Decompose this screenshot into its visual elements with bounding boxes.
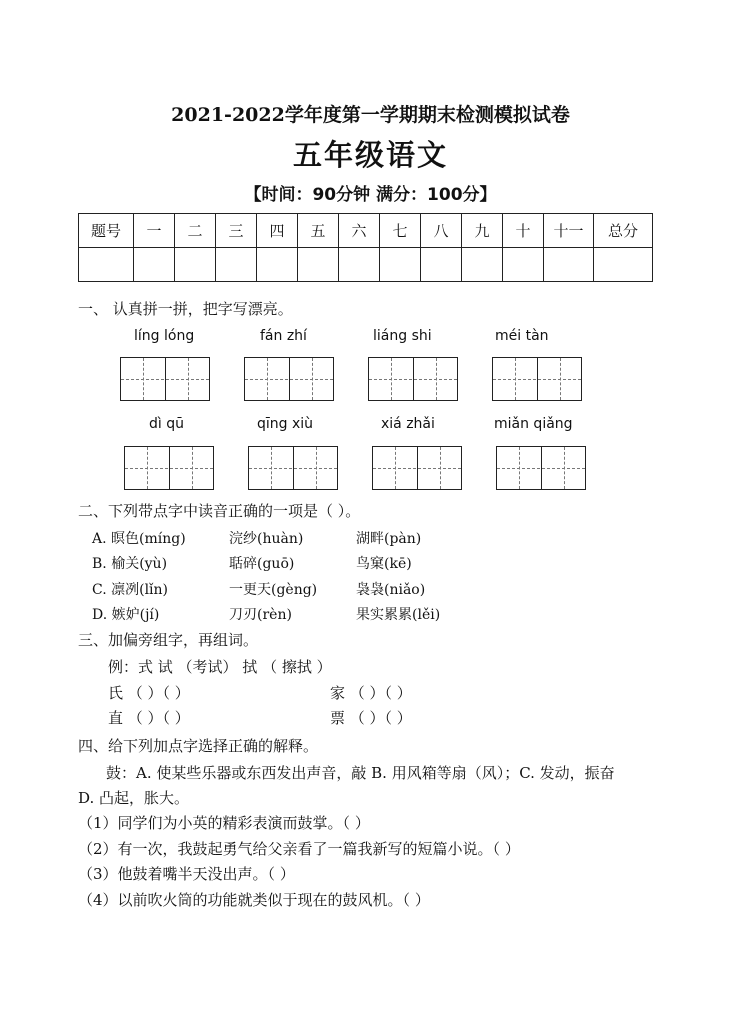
score-cell[interactable]: [462, 248, 503, 282]
score-header-cell: 一: [134, 214, 175, 248]
score-cell[interactable]: [175, 248, 216, 282]
section4-item: （3）他鼓着嘴半天没出声。（ ）: [78, 865, 295, 883]
writing-grid[interactable]: [492, 357, 582, 401]
option-b-word2: 聒碎(guō): [229, 556, 295, 572]
score-header-cell: 总分: [594, 214, 653, 248]
score-cell[interactable]: [134, 248, 175, 282]
writing-grid[interactable]: [248, 446, 338, 490]
score-header-cell: 八: [421, 214, 462, 248]
pinyin-label: dì qū: [149, 416, 184, 432]
pinyin-label: xiá zhǎi: [381, 416, 435, 432]
section3-example: 例：式 试 （考试） 拭 （ 擦拭 ）: [108, 658, 332, 676]
pinyin-label: qīng xiù: [257, 416, 314, 432]
section4-definition-line2: D. 凸起，胀大。: [78, 789, 190, 807]
score-header-cell: 七: [380, 214, 421, 248]
score-table: [78, 213, 653, 282]
option-d-word1: D. 嫉妒(jí): [92, 607, 160, 623]
exam-subtitle: 2021-2022学年度第一学期期末检测模拟试卷: [171, 104, 570, 126]
score-header-cell: 十一: [544, 214, 594, 248]
option-c-word1: C. 凛冽(lǐn): [92, 582, 169, 598]
option-c-word2: 一更天(gèng): [229, 582, 318, 598]
section3-row1-right: 家 （ ）（ ）: [330, 684, 412, 702]
score-cell[interactable]: [503, 248, 544, 282]
option-a-word1: A. 暝色(míng): [92, 531, 186, 547]
score-cell[interactable]: [380, 248, 421, 282]
score-table-header-row: [79, 214, 653, 248]
writing-grid[interactable]: [496, 446, 586, 490]
score-header-cell: 题号: [79, 214, 134, 248]
pinyin-label: méi tàn: [495, 328, 549, 344]
section2-heading: 二、下列带点字中读音正确的一项是（ ）。: [78, 502, 361, 520]
pinyin-label: líng lóng: [134, 328, 195, 344]
score-cell[interactable]: [339, 248, 380, 282]
section3-row1-left: 氏 （ ）（ ）: [108, 684, 190, 702]
option-b-word3: 鸟窠(kē): [356, 556, 412, 572]
writing-grid[interactable]: [124, 446, 214, 490]
score-header-cell: 四: [257, 214, 298, 248]
writing-grid[interactable]: [368, 357, 458, 401]
option-d-word3: 果实累累(lěi): [356, 607, 441, 623]
score-cell[interactable]: [594, 248, 653, 282]
section4-item: （1）同学们为小英的精彩表演而鼓掌。（ ）: [78, 814, 370, 832]
section4-item: （2）有一次，我鼓起勇气给父亲看了一篇我新写的短篇小说。（ ）: [78, 840, 520, 858]
pinyin-label: liáng shi: [373, 328, 432, 344]
writing-grid[interactable]: [120, 357, 210, 401]
score-cell[interactable]: [421, 248, 462, 282]
score-cell[interactable]: [544, 248, 594, 282]
section4-definition-line1: 鼓：A. 使某些乐器或东西发出声音，敲 B. 用风箱等扇（风）；C. 发动，振奋: [106, 764, 615, 782]
score-header-cell: 六: [339, 214, 380, 248]
score-cell[interactable]: [298, 248, 339, 282]
option-c-word3: 袅袅(niǎo): [356, 582, 426, 598]
option-b-word1: B. 榆关(yù): [92, 556, 168, 572]
score-cell[interactable]: [79, 248, 134, 282]
section4-item: （4）以前吹火筒的功能就类似于现在的鼓风机。（ ）: [78, 891, 430, 909]
score-header-cell: 三: [216, 214, 257, 248]
option-a-word2: 浣纱(huàn): [229, 531, 304, 547]
option-a-word3: 湖畔(pàn): [356, 531, 422, 547]
section4-heading: 四、给下列加点字选择正确的解释。: [78, 737, 319, 755]
score-table-blank-row: [79, 248, 653, 282]
exam-title: 五年级语文: [292, 138, 448, 172]
section3-row2-left: 直 （ ）（ ）: [108, 709, 190, 727]
section3-heading: 三、加偏旁组字，再组词。: [78, 631, 259, 649]
writing-grid[interactable]: [244, 357, 334, 401]
score-header-cell: 五: [298, 214, 339, 248]
score-cell[interactable]: [257, 248, 298, 282]
writing-grid[interactable]: [372, 446, 462, 490]
pinyin-label: miǎn qiǎng: [494, 416, 573, 432]
section3-row2-right: 票 （ ）（ ）: [330, 709, 412, 727]
score-cell[interactable]: [216, 248, 257, 282]
time-info: 【时间：90分钟 满分：100分】: [244, 185, 497, 205]
score-header-cell: 二: [175, 214, 216, 248]
score-header-cell: 十: [503, 214, 544, 248]
option-d-word2: 刀刃(rèn): [229, 607, 292, 623]
score-header-cell: 九: [462, 214, 503, 248]
section1-heading: 一、 认真拼一拼，把字写漂亮。: [78, 300, 293, 318]
pinyin-label: fán zhí: [260, 328, 307, 344]
